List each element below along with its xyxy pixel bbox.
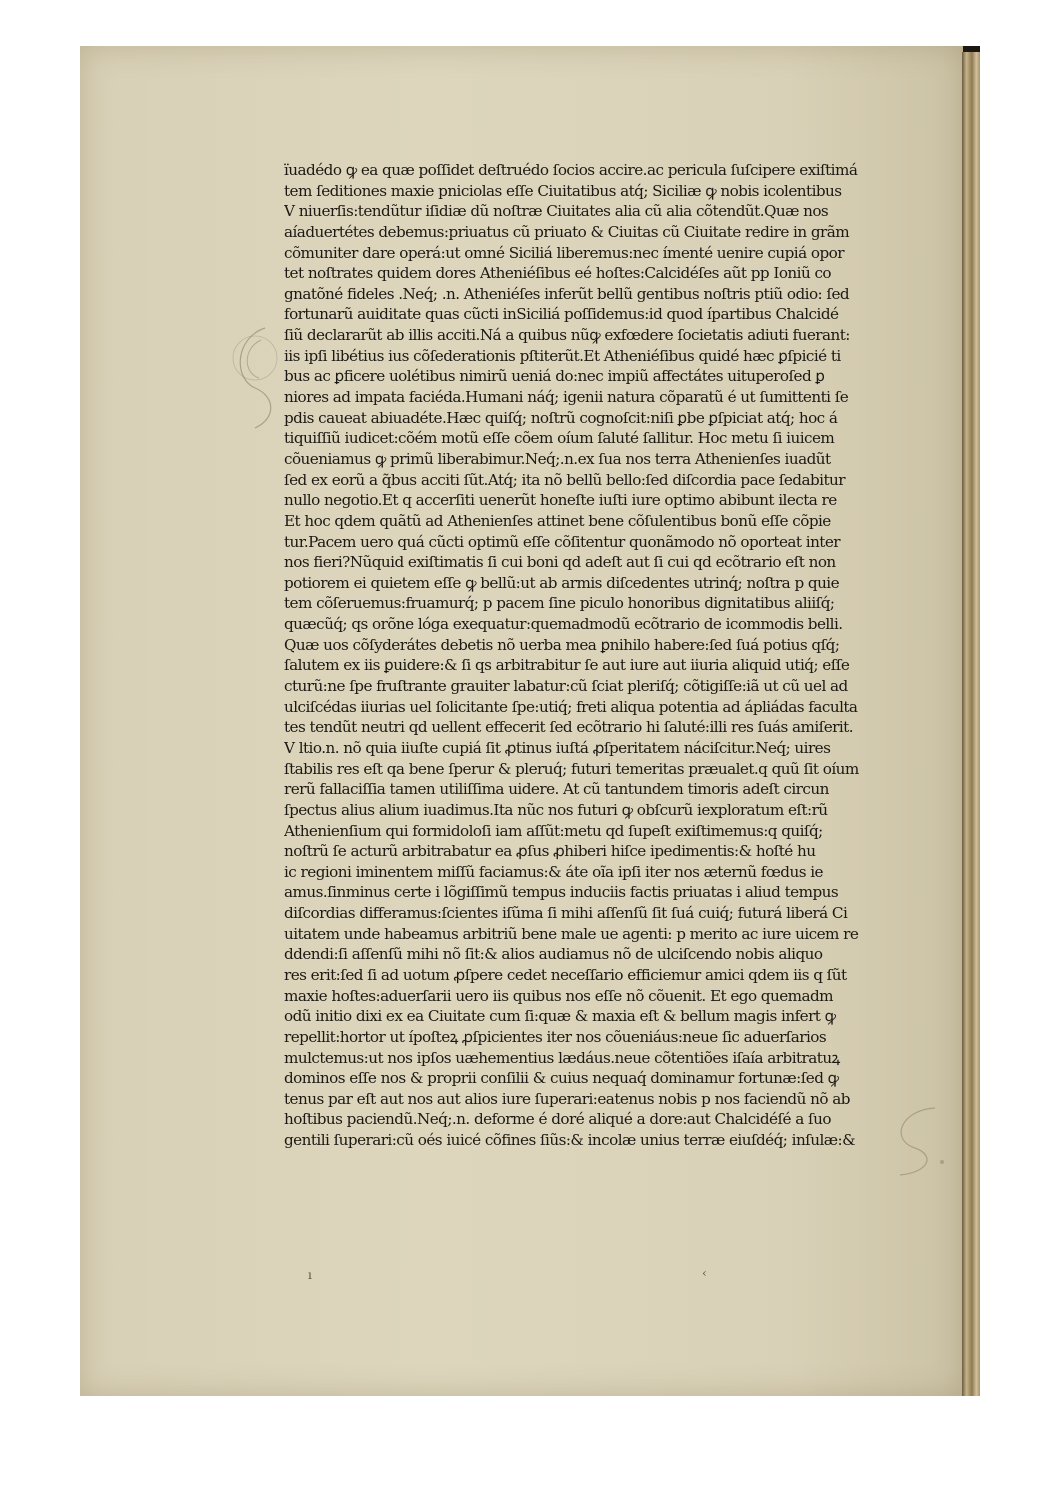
paper-speck: ı	[308, 1268, 312, 1282]
text-line: amus.ſinminus certe i lõgiſſimũ tempus induciis factis priuatas i aliud tempus	[284, 883, 839, 902]
text-line: nos fieri?Nũquid exiſtimatis ſi cui boni qd adeſt aut ſi cui qd ecõtrario eſt non	[284, 553, 836, 572]
text-line: ſed ex eorũ a q̃bus acciti ſũt.Atq́; ita nõ bellũ bello:ſed diſcordia pace ſedabitur	[284, 470, 845, 489]
page-edge	[962, 52, 980, 1396]
text-line: gnatõné fideles .Neq́; .n. Atheniéſes inferũt bellũ gentibus noſtris ptiũ odio: ſed	[284, 284, 850, 303]
text-line: hoſtibus paciendũ.Neq́;.n. deforme é doré aliqué a dore:aut Chalcidéſé a ſuo	[284, 1110, 831, 1129]
text-line: uitatem unde habeamus arbitriũ bene male ue agenti: p merito ac iure uicem re	[284, 924, 859, 943]
text-line: aíaduertétes debemus:priuatus cũ priuato & Ciuitas cũ Ciuitate redire in grãm	[284, 222, 850, 241]
text-line: ſpectus alius alium iuadimus.Ita nũc nos futuri ꝙ obſcurũ iexploratum eſt:rũ	[284, 800, 828, 819]
text-line: odũ initio dixi ex ea Ciuitate cum ſi:quæ & maxia eſt & bellum magis infert ꝙ	[284, 1007, 836, 1026]
text-line: ic regioni iminentem miſſũ faciamus:& áte oĩa ipſi iter nos æternũ fœdus ie	[284, 862, 823, 881]
text-line: gentili ſuperari:cũ oés iuicé cõfines ſiũs:& incolæ unius terræ eiuſdéq́; inſulæ:&	[284, 1131, 856, 1150]
text-line: V ltio.n. nõ quia iiuſte cupiá ſit ꝓtinus iuſtá ꝓſperitatem náciſcitur.Neq́; uires	[284, 738, 831, 757]
text-line: tet noſtrates quidem dores Atheniéſibus eé hoſtes:Calcidéſes aũt pp Ioniũ co	[284, 264, 832, 283]
text-line: ïuadédo ꝙ ea quæ poſſidet deſtruédo ſocios accire.ac pericula ſuſcipere exiſtimá	[284, 161, 858, 179]
page-text	[284, 160, 952, 1151]
text-line: tur.Pacem uero quá cũcti optimũ eſſe cõſitentur quonãmodo nõ oporteat inter	[284, 532, 841, 551]
text-line: repellit:hortor ut ípoſteꝝ ꝓſpicientes iter nos cõueniáus:neue ſic aduerſarios	[284, 1027, 827, 1046]
text-line: mulctemus:ut nos ipſos uæhementius lædáus.neue cõtentiões iſaía arbitratuꝝ	[284, 1048, 840, 1067]
text-line: Athenienſium qui formidoloſi iam aſſũt:metu qd ſupeſt exiſtimemus:q quiſq́;	[284, 821, 823, 840]
text-line: Et hoc qdem quãtũ ad Athenienſes attinet bene cõſulentibus bonũ eſſe cõpie	[284, 511, 831, 530]
text-line: tiquiſſiũ iudicet:cõém motũ eſſe cõem oíum ſaluté ſallitur. Hoc metu ſi iuicem	[284, 429, 835, 448]
text-line: niores ad impata faciéda.Humani náq́; igenii natura cõparatũ é ut ſumittenti ſe	[284, 388, 849, 407]
library-stamp-mark	[225, 318, 285, 438]
library-stamp-mark	[880, 1100, 950, 1180]
text-line: ſiũ declararũt ab illis acciti.Ná a quibus nũꝙ exfœdere ſocietatis adiuti fuerant:	[284, 326, 850, 345]
text-line: ddendi:ſi aſſenſũ mihi nõ ſit:& alios audiamus nõ de ulciſcendo nobis aliquo	[284, 945, 823, 964]
text-line: ulciſcédas iiurias uel ſolicitante ſpe:utiq́; freti aliqua potentia ad ápliádas faculta	[284, 697, 858, 716]
text-line: rerũ fallaciſſia tamen utiliſſima uidere. At cũ tantundem timoris adeſt circun	[284, 780, 829, 799]
text-line: fortunarũ auiditate quas cũcti inSiciliá poſſidemus:id quod ípartibus Chalcidé	[284, 305, 839, 324]
text-line: ſalutem ex iis ꝑuidere:& ſi qs arbitrabitur ſe aut iure aut iiuria aliquid utiq́; eſſe	[284, 656, 850, 675]
text-line: quæcũq́; qs orõne lóga exequatur:quemadmodũ ecõtrario de icommodis belli.	[284, 615, 843, 634]
text-line: tes tendũt neutri qd uellent effecerit ſed ecõtrario hi ſaluté:illi res ſuás amiſerit.	[284, 718, 854, 737]
text-line: cõmuniter dare operá:ut omné Siciliá liberemus:nec ímenté uenire cupiá opor	[284, 243, 844, 262]
text-line: diſcordias differamus:ſcientes iſũma ſi mihi aſſenſũ ſit ſuá cuiq́; futurá liberá Ci	[284, 904, 848, 923]
text-line: potiorem ei quietem eſſe ꝙ bellũ:ut ab armis diſcedentes utrinq́; noſtra p quie	[284, 573, 840, 592]
text-line: dominos eſſe nos & proprii conſilii & cuius nequaq́ dominamur fortunæ:ſed ꝙ	[284, 1069, 839, 1088]
text-line: pdis caueat abiuadéte.Hæc quiſq́; noſtrũ cognoſcit:niſi ꝑbe ꝑſpiciat atq́; hoc á	[284, 408, 838, 427]
text-line: iis ipſi libétius ius cõſederationis pſtiterũt.Et Atheniéſibus quidé hæc ꝑſpicié ti	[284, 346, 841, 365]
text-line: nullo negotio.Et q accerſiti uenerũt honeſte iuſti iure optimo abibunt ilecta re	[284, 491, 837, 510]
text-line: res erit:ſed ſi ad uotum ꝓſpere cedet neceſſario efficiemur amici qdem iis q ſũt	[284, 965, 847, 984]
text-line: tem cõſeruemus:fruamurq́; p pacem ſine piculo honoribus dignitatibus aliiſq́;	[284, 594, 835, 613]
text-line: cõueniamus ꝙ primũ liberabimur.Neq́;.n.ex ſua nos terra Athenienſes iuadũt	[284, 449, 831, 468]
text-line: bus ac ꝑficere uolétibus nimirũ ueniá do:nec impiũ affectátes uituperoſed ꝑ	[284, 367, 825, 386]
text-line: noſtrũ ſe acturũ arbitrabatur ea ꝓſus ꝓhiberi hiſce ipedimentis:& hoſté hu	[284, 842, 816, 861]
text-line: tenus par eſt aut nos aut alios iure ſuperari:eatenus nobis p nos faciendũ nõ ab	[284, 1089, 850, 1108]
text-line: tem ſeditiones maxie pniciolas eſſe Ciuitatibus atq́; Siciliæ ꝙ nobis icolentibus	[284, 181, 842, 200]
text-line: cturũ:ne ſpe fruſtrante grauiter labatur:cũ ſciat pleriſq́; cõtigiſſe:iã ut cũ uel ad	[284, 677, 848, 696]
text-line: Quæ uos cõſyderátes debetis nõ uerba mea ꝑnihilo habere:ſed ſuá potius qſq́;	[284, 635, 840, 654]
text-line: ſtabilis res eſt qa bene ſperur & pleruq́; futuri temeritas præualet.q quũ ſit oíum	[284, 759, 859, 778]
paper-speck: ‹	[702, 1266, 707, 1280]
text-line: maxie hoſtes:aduerſarii uero iis quibus nos eſſe nõ cõuenit. Et ego quemadm	[284, 986, 834, 1005]
text-line: V niuerſis:tendũtur iſidiæ dũ noſtræ Ciuitates alia cũ alia cõtendũt.Quæ nos	[284, 202, 829, 221]
